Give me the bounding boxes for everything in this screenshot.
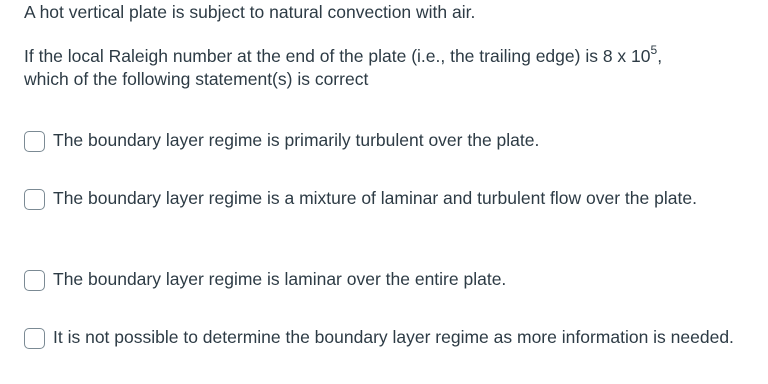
- question-prompt-line2: which of the following statement(s) is correct: [24, 69, 369, 89]
- checkbox-2[interactable]: [24, 189, 45, 210]
- answer-option-4[interactable]: [24, 326, 744, 349]
- answer-label-3: The boundary layer regime is laminar over the entire plate.: [53, 269, 507, 289]
- question-intro: A hot vertical plate is subject to natural convection with air.: [24, 2, 476, 22]
- question-text: [24, 0, 754, 91]
- exponent: 5: [650, 43, 658, 57]
- checkbox-4[interactable]: [24, 328, 45, 349]
- checkbox-1[interactable]: [24, 131, 45, 152]
- answer-option-3[interactable]: [24, 268, 744, 291]
- checkbox-3[interactable]: [24, 270, 45, 291]
- question-prompt: [24, 45, 754, 91]
- answer-label-4: It is not possible to determine the boundary layer regime as more information is needed.: [53, 327, 734, 347]
- answer-option-1[interactable]: [24, 129, 744, 152]
- answer-option-2[interactable]: [24, 187, 744, 210]
- question-prompt-comma: ,: [657, 46, 663, 66]
- answer-label-2: The boundary layer regime is a mixture of laminar and turbulent flow over the plate.: [53, 188, 697, 208]
- answer-label-1: The boundary layer regime is primarily turbulent over the plate.: [53, 130, 540, 150]
- question-prompt-text: If the local Raleigh number at the end of the plate (i.e., the trailing edge) is 8 x 10: [24, 46, 651, 66]
